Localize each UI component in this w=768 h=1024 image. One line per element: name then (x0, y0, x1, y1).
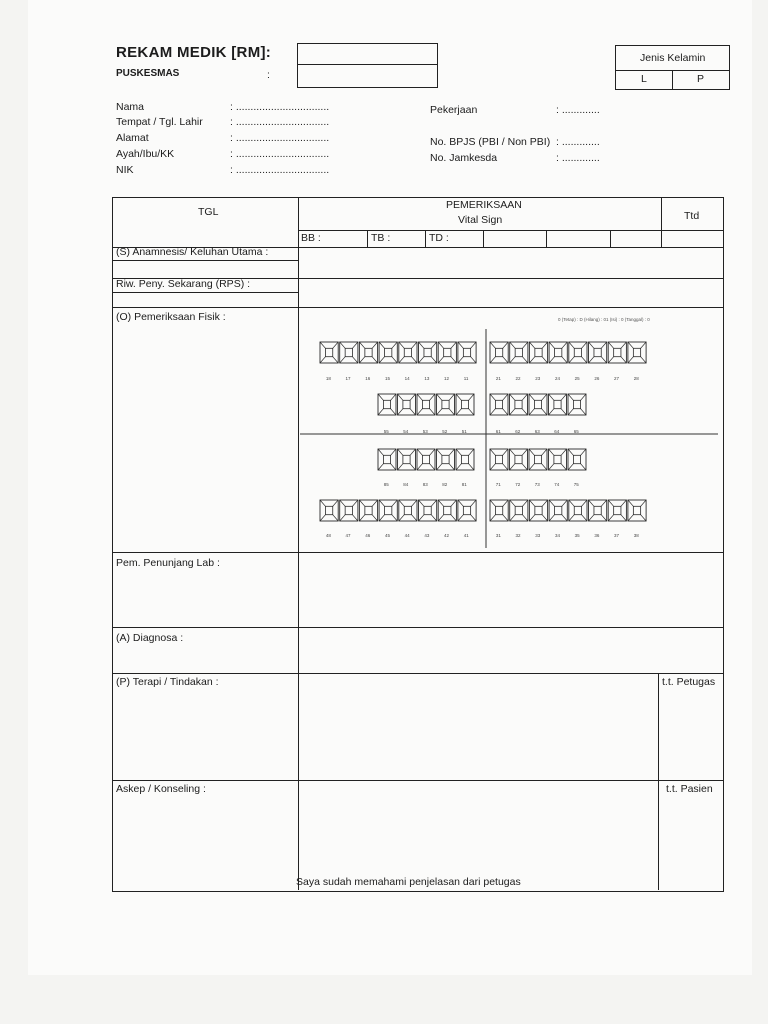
row-divider-7 (112, 780, 723, 781)
vs-cell-div-1 (367, 230, 368, 247)
patient-field-value[interactable]: : ............. (556, 104, 600, 116)
tooth-number-label: 36 (594, 533, 600, 538)
tooth-number-label: 14 (404, 376, 410, 381)
gender-option-p[interactable]: P (697, 73, 705, 85)
tooth-number-label: 15 (384, 376, 390, 381)
odontogram-legend: 0 (Tetap) : D (Hilang) : 01 (Isi) : 0 (Tanggal) : 0 (558, 317, 650, 322)
tooth-number-label: 72 (515, 482, 521, 487)
diagnosa-label: (A) Diagnosa : (116, 632, 184, 644)
td-field[interactable]: TD : (429, 232, 449, 244)
tooth-number-label: 13 (424, 376, 430, 381)
patient-field-value[interactable]: : ................................ (230, 101, 330, 113)
puskesmas-label: PUSKESMAS (116, 68, 180, 79)
tooth-number-label: 16 (365, 376, 371, 381)
patient-field-label: No. BPJS (PBI / Non PBI) (430, 136, 551, 148)
tooth-number-label: 71 (495, 482, 501, 487)
pemeriksaan-fisik-label: (O) Pemeriksaan Fisik : (116, 311, 226, 323)
tooth-number-label: 54 (403, 429, 409, 434)
row-divider-3 (112, 307, 723, 308)
tooth-number-label: 73 (534, 482, 540, 487)
form-title: REKAM MEDIK [RM]: (116, 44, 272, 61)
tooth-number-label: 22 (515, 376, 521, 381)
patient-field-value[interactable]: : ............. (556, 152, 600, 164)
anamnesis-label: (S) Anamnesis/ Keluhan Utama : (116, 246, 269, 258)
tooth-number-label: 83 (422, 482, 428, 487)
row-divider-6 (112, 673, 723, 674)
tooth-number-label: 62 (515, 429, 521, 434)
tooth-number-label: 11 (463, 376, 469, 381)
patient-field-label: Alamat (116, 132, 149, 144)
tooth-number-label: 26 (594, 376, 600, 381)
tooth-number-label: 51 (461, 429, 467, 434)
tooth-number-label: 61 (495, 429, 501, 434)
bb-field[interactable]: BB : (301, 232, 321, 244)
gender-title: Jenis Kelamin (640, 52, 706, 64)
tooth-number-label: 64 (554, 429, 560, 434)
row-divider-4 (112, 552, 723, 553)
tooth-number-label: 21 (495, 376, 501, 381)
patient-field-value[interactable]: : ................................ (230, 116, 330, 128)
pemeriksaan-header: PEMERIKSAAN (446, 199, 522, 211)
tooth-number-label: 55 (383, 429, 389, 434)
tt-pasien-label: t.t. Pasien (666, 783, 713, 795)
row-divider-5 (112, 627, 723, 628)
ttd-header: Ttd (684, 210, 700, 222)
table-col-divider (298, 197, 299, 890)
lab-label: Pem. Penunjang Lab : (116, 557, 220, 569)
patient-field-label: Ayah/Ibu/KK (116, 148, 175, 160)
puskesmas-colon: : (267, 69, 270, 81)
patient-field-label: NIK (116, 164, 134, 176)
tooth-number-label: 85 (383, 482, 389, 487)
vs-cell-div-4 (546, 230, 547, 247)
tooth-number-label: 34 (554, 533, 560, 538)
vital-sign-header: Vital Sign (458, 214, 503, 226)
rm-number-box[interactable] (297, 43, 438, 88)
tgl-header: TGL (198, 206, 219, 218)
tooth-number-label: 47 (345, 533, 351, 538)
vs-cell-div-5 (610, 230, 611, 247)
tooth-number-label: 44 (404, 533, 410, 538)
tooth-number-label: 41 (463, 533, 469, 538)
gender-divider-v (672, 70, 673, 89)
tooth-number-label: 63 (534, 429, 540, 434)
tooth-number-label: 52 (442, 429, 448, 434)
terapi-label: (P) Terapi / Tindakan : (116, 676, 219, 688)
tooth-number-label: 84 (403, 482, 409, 487)
vs-cell-div-2 (425, 230, 426, 247)
tooth-number-label: 18 (325, 376, 331, 381)
tooth-number-label: 45 (384, 533, 390, 538)
patient-field-value[interactable]: : ................................ (230, 164, 330, 176)
tooth-number-label: 17 (345, 376, 351, 381)
patient-field-label: Pekerjaan (430, 104, 478, 116)
ttd-col-divider (661, 197, 662, 248)
tooth-number-label: 27 (614, 376, 620, 381)
tooth-number-label: 82 (442, 482, 448, 487)
tooth-number-label: 48 (325, 533, 331, 538)
tt-petugas-label: t.t. Petugas (662, 676, 716, 688)
patient-field-value[interactable]: : ................................ (230, 148, 330, 160)
rm-box-divider (297, 64, 437, 65)
tooth-number-label: 53 (422, 429, 428, 434)
tooth-number-label: 28 (633, 376, 639, 381)
tooth-number-label: 42 (444, 533, 450, 538)
patient-field-label: Nama (116, 101, 145, 113)
tooth-number-label: 65 (573, 429, 579, 434)
patient-field-label: Tempat / Tgl. Lahir (116, 116, 203, 128)
patient-field-label: No. Jamkesda (430, 152, 498, 164)
gender-option-l[interactable]: L (641, 73, 647, 85)
tooth-number-label: 25 (574, 376, 580, 381)
rps-label: Riw. Peny. Sekarang (RPS) : (116, 278, 251, 290)
tooth-number-label: 46 (365, 533, 371, 538)
tooth-number-label: 75 (573, 482, 579, 487)
patient-field-value[interactable]: : ............. (556, 136, 600, 148)
tooth-number-label: 23 (535, 376, 541, 381)
vital-sign-divider (298, 230, 723, 231)
askep-label: Askep / Konseling : (116, 783, 206, 795)
tooth-number-label: 74 (554, 482, 560, 487)
row-divider-anam-a (112, 260, 298, 261)
tooth-number-label: 35 (574, 533, 580, 538)
consent-statement: Saya sudah memahami penjelasan dari petugas (296, 876, 521, 888)
tb-field[interactable]: TB : (371, 232, 391, 244)
tooth-number-label: 38 (633, 533, 639, 538)
tooth-number-label: 12 (444, 376, 450, 381)
tooth-number-label: 24 (554, 376, 560, 381)
tooth-number-label: 33 (535, 533, 541, 538)
tooth-number-label: 31 (495, 533, 501, 538)
patient-field-value[interactable]: : ................................ (230, 132, 330, 144)
vs-cell-div-3 (483, 230, 484, 247)
tooth-number-label: 37 (614, 533, 620, 538)
tooth-number-label: 32 (515, 533, 521, 538)
tooth-number-label: 43 (424, 533, 430, 538)
row-divider-rps-a (112, 292, 298, 293)
tooth-number-label: 81 (461, 482, 467, 487)
signature-col-divider (658, 673, 659, 890)
